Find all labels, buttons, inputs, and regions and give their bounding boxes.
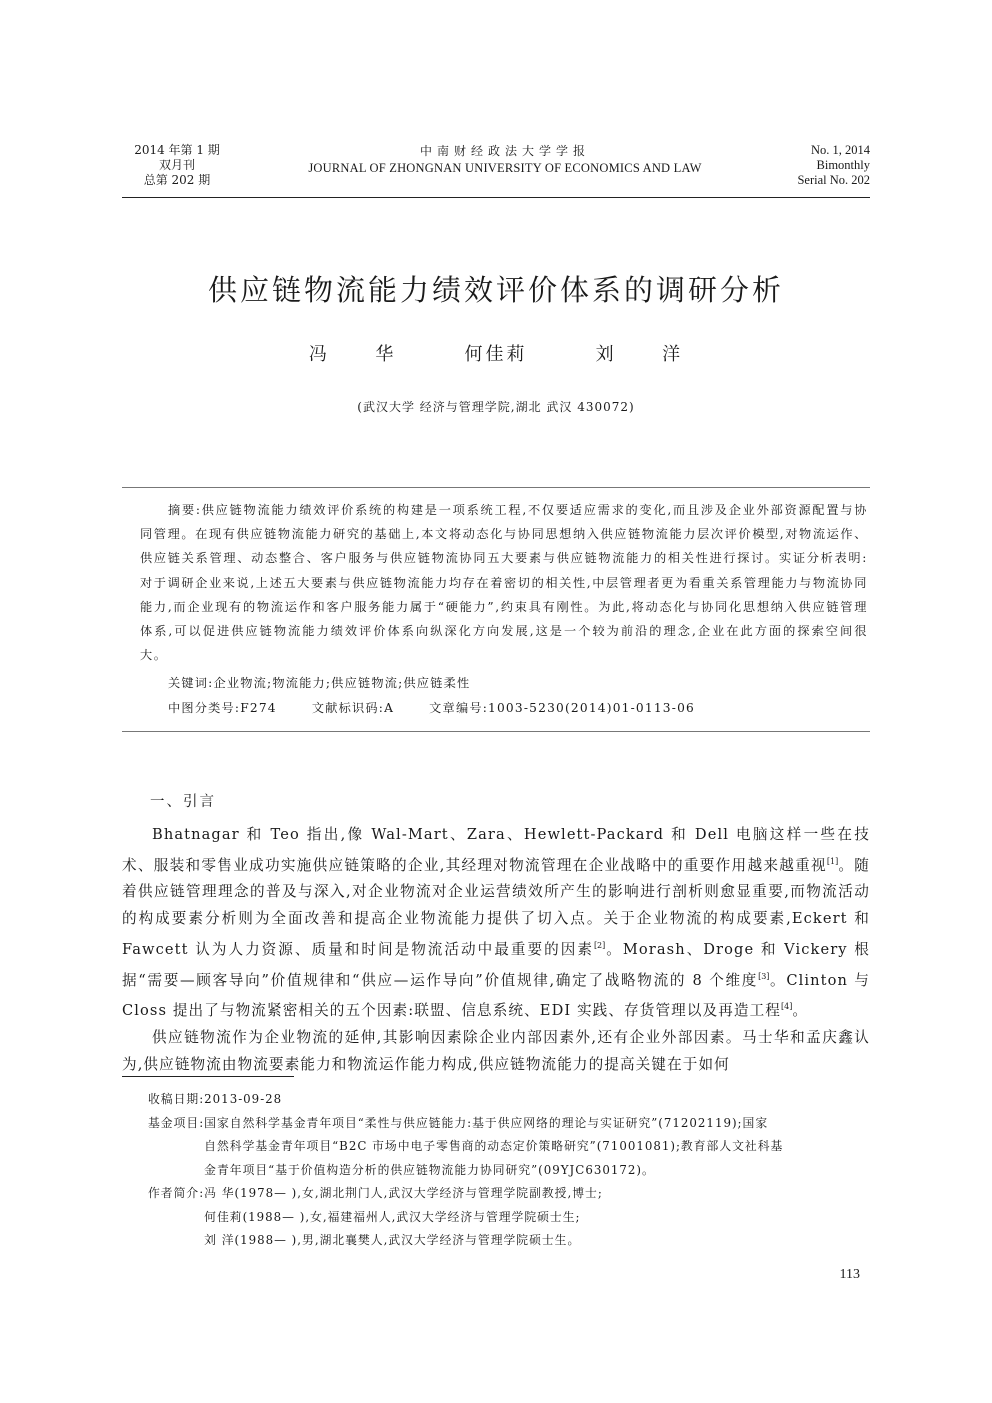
received-value: 2013-09-28 xyxy=(204,1092,283,1106)
citation-ref-1[interactable]: [1] xyxy=(826,856,839,866)
abstract-top-rule xyxy=(122,487,870,488)
paper-authors: 冯 华 何佳莉 刘 洋 xyxy=(308,344,684,365)
journal-name-cn: 中南财经政法大学学报 xyxy=(419,144,590,158)
body-paragraph-1: Bhatnagar 和 Teo 指出,像 Wal-Mart、Zara、Hewlett-Packard 和 Dell 电脑这样一些在技术、服装和零售业成功实施供应链策略的企业,其经理对物流管理在企业战略中的重要作用越来越重视[1]。随着供应链管理理念的普及与深入,对企业物流对企业运营绩效所产生的影响进行剖析则愈显重要,而物流活动的构成要素分析则为全面改善和提高企业物流能力提供了切入点。关于企业物流的构成要素,Eckert 和 Fawcett 认为人力资源、质量和时间是物流活动中最重要的因素[2]。Morash、Droge 和 Vickery 根据“需要—顾客导向”价值规律和“供应—运作导向”价值规律,确定了战略物流的 8 个维度[3]。Clinton 与 Closs 提出了与物流紧密相关的五个因素:联盟、信息系统、EDI 实践、存货管理以及再造工程[4]。 xyxy=(122,826,870,1020)
citation-ref-2[interactable]: [2] xyxy=(593,940,606,950)
fund-label: 基金项目: xyxy=(148,1115,205,1130)
keywords: 关键词:企业物流;物流能力;供应链物流;供应链柔性 xyxy=(168,676,471,690)
author-affiliation: (武汉大学 经济与管理学院,湖北 武汉 430072) xyxy=(357,400,635,414)
classification-info xyxy=(168,696,868,720)
header-journal-name xyxy=(280,143,730,177)
abstract-bottom-rule xyxy=(122,731,870,732)
header-frequency-en: Bimonthly xyxy=(816,158,870,172)
body-paragraph-2: 供应链物流作为企业物流的延伸,其影响因素除企业内部因素外,还有企业外部因素。马士华和孟庆鑫认为,供应链物流由物流要素能力和物流运作能力构成,供应链物流能力的提高关键在于如何 xyxy=(122,1028,870,1073)
author-bio: 冯 华(1978— ),女,湖北荆门人,武汉大学经济与管理学院副教授,博士; xyxy=(204,1186,603,1200)
received-label: 收稿日期: xyxy=(148,1092,205,1106)
header-total-issue: 总第 202 期 xyxy=(143,173,211,187)
paper-title: 供应链物流能力绩效评价体系的调研分析 xyxy=(207,273,784,307)
citation-ref-4[interactable]: [4] xyxy=(781,1002,793,1012)
author-bio: 刘 洋(1988— ),男,湖北襄樊人,武汉大学经济与管理学院硕士生。 xyxy=(204,1233,581,1247)
journal-name-en: JOURNAL OF ZHONGNAN UNIVERSITY OF ECONOMICS AND LAW xyxy=(308,161,702,175)
author-bios xyxy=(148,1182,870,1253)
section-heading: 一、引言 xyxy=(150,794,216,810)
abstract xyxy=(140,498,868,667)
received-date xyxy=(148,1088,870,1112)
fund-projects xyxy=(148,1112,870,1183)
header-issue: 2014 年第 1 期 xyxy=(134,143,220,157)
abstract-text: 摘要:供应链物流能力绩效评价系统的构建是一项系统工程,不仅要适应需求的变化,而且涉及企业外部资源配置与协同管理。在现有供应链物流能力研究的基础上,本文将动态化与协同思想纳入供应链物流能力层次评价模型,对物流运作、供应链关系管理、动态整合、客户服务与供应链物流协同五大要素与供应链物流能力的相关性进行探讨。实证分析表明:对于调研企业来说,上述五大要素与供应链物流能力均存在着密切的相关性,中层管理者更为看重关系管理能力与物流协同能力,而企业现有的物流运作和客户服务能力属于“硬能力”,约束具有刚性。为此,将动态化与协同化思想纳入供应链管理体系,可以促进供应链物流能力绩效评价体系向纵深化方向发展,这是一个较为前沿的理念,企业在此方面的探索空间很大。 xyxy=(140,503,868,663)
header-issue-info-en xyxy=(760,143,870,188)
header-serial-en: Serial No. 202 xyxy=(797,173,870,187)
footnotes xyxy=(148,1088,870,1253)
header-issue-info xyxy=(122,143,232,188)
page-number: 113 xyxy=(839,1267,860,1282)
header-rule xyxy=(122,197,870,198)
article-number: 文章编号:1003-5230(2014)01-0113-06 xyxy=(429,701,695,715)
author-bio: 何佳莉(1988— ),女,福建福州人,武汉大学经济与管理学院硕士生; xyxy=(204,1209,581,1224)
fund-line: 金青年项目“基于价值构造分析的供应链物流能力协同研究”(09YJC630172)。 xyxy=(204,1162,655,1177)
citation-ref-3[interactable]: [3] xyxy=(758,971,770,981)
document-code: 文献标识码:A xyxy=(311,701,395,715)
header-frequency: 双月刊 xyxy=(158,158,195,172)
header-number-en: No. 1, 2014 xyxy=(810,143,870,157)
footnote-rule xyxy=(122,1076,294,1077)
author-bio-label: 作者简介: xyxy=(148,1186,205,1200)
clc-number: 中图分类号:F274 xyxy=(168,701,277,715)
fund-line: 自然科学基金青年项目“B2C 市场中电子零售商的动态定价策略研究”(71001081);教育部人文社科基 xyxy=(204,1139,784,1153)
body-text xyxy=(122,822,870,1078)
fund-line: 国家自然科学基金青年项目“柔性与供应链能力:基于供应网络的理论与实证研究”(71202119);国家 xyxy=(204,1115,769,1130)
